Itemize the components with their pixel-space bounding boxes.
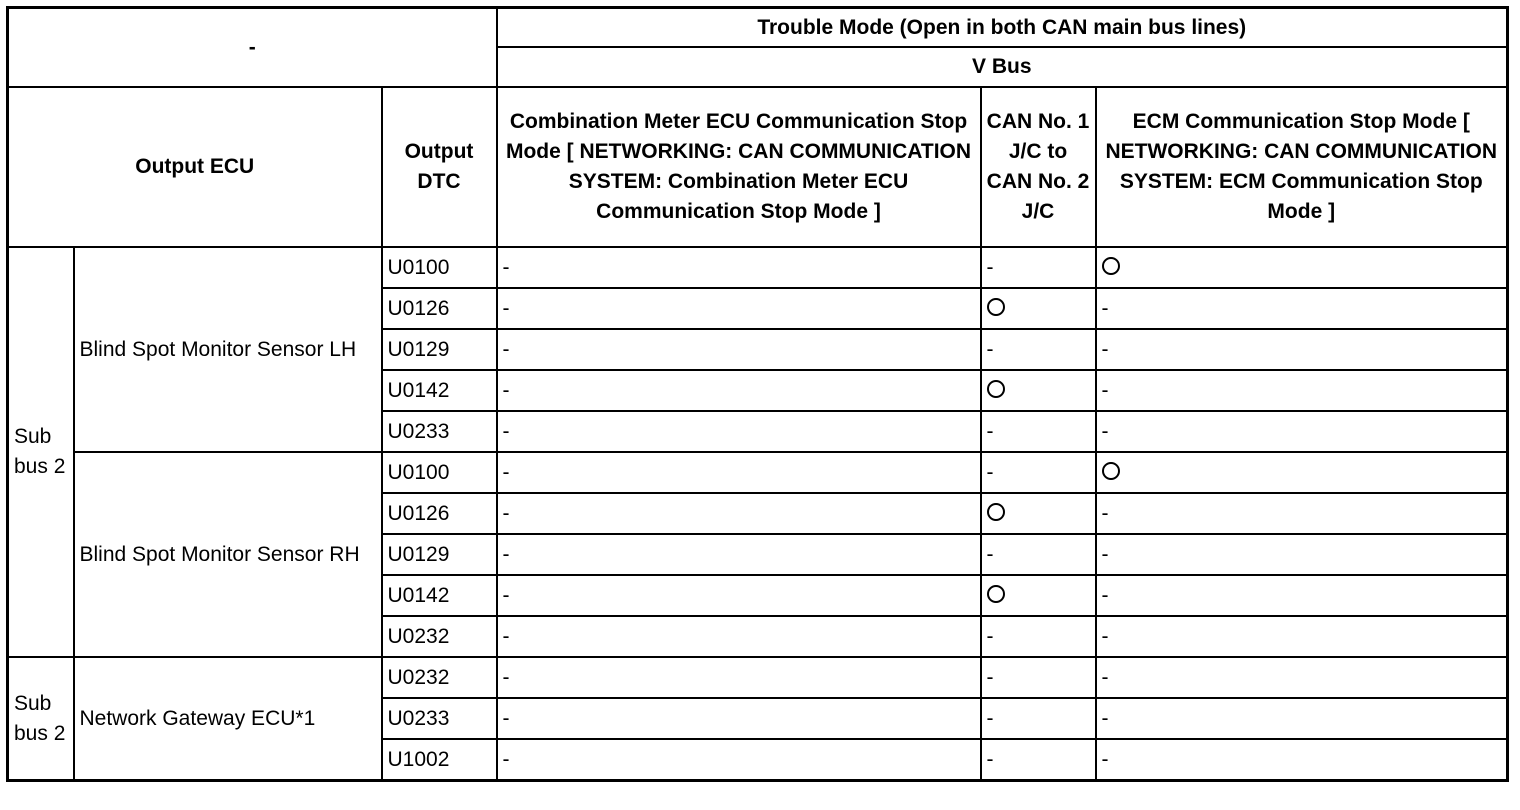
dtc-cell: U0126	[382, 288, 497, 329]
can-jc-cell: -	[981, 616, 1096, 657]
ecm-cell: -	[1096, 493, 1508, 534]
can-jc-cell	[981, 288, 1096, 329]
ecu-name-cell: Blind Spot Monitor Sensor RH	[74, 452, 382, 657]
circle-mark-icon	[1102, 462, 1120, 480]
dtc-cell: U0100	[382, 247, 497, 288]
combination-meter-cell: -	[497, 411, 981, 452]
combination-meter-mode-header: Combination Meter ECU Communication Stop Mode [ NETWORKING: CAN COMMUNICATION SYSTEM: Combination Meter ECU Communication Stop Mode ]	[497, 87, 981, 247]
ecu-name-cell: Network Gateway ECU*1	[74, 657, 382, 781]
can-jc-header: CAN No. 1 J/C to CAN No. 2 J/C	[981, 87, 1096, 247]
circle-mark-icon	[987, 503, 1005, 521]
can-jc-cell: -	[981, 329, 1096, 370]
ecm-cell: -	[1096, 288, 1508, 329]
combination-meter-cell: -	[497, 247, 981, 288]
circle-mark-icon	[987, 380, 1005, 398]
dtc-cell: U0142	[382, 370, 497, 411]
combination-meter-cell: -	[497, 739, 981, 781]
can-jc-cell: -	[981, 657, 1096, 698]
output-dtc-header: Output DTC	[382, 87, 497, 247]
table-row	[8, 247, 1508, 288]
combination-meter-cell: -	[497, 329, 981, 370]
table-row	[8, 452, 1508, 493]
ecm-cell	[1096, 452, 1508, 493]
can-jc-cell: -	[981, 698, 1096, 739]
can-jc-cell: -	[981, 247, 1096, 288]
dtc-cell: U0100	[382, 452, 497, 493]
combination-meter-cell: -	[497, 288, 981, 329]
combination-meter-cell: -	[497, 534, 981, 575]
ecm-cell: -	[1096, 698, 1508, 739]
combination-meter-cell: -	[497, 493, 981, 534]
can-jc-cell: -	[981, 534, 1096, 575]
dtc-cell: U0129	[382, 534, 497, 575]
can-jc-cell	[981, 370, 1096, 411]
ecm-mode-header: ECM Communication Stop Mode [ NETWORKING: CAN COMMUNICATION SYSTEM: ECM Communication Stop Mode ]	[1096, 87, 1508, 247]
circle-mark-icon	[987, 298, 1005, 316]
combination-meter-cell: -	[497, 575, 981, 616]
circle-mark-icon	[987, 585, 1005, 603]
trouble-mode-header: Trouble Mode (Open in both CAN main bus lines)	[497, 8, 1508, 48]
ecm-cell: -	[1096, 575, 1508, 616]
combination-meter-cell: -	[497, 370, 981, 411]
bus-cell: Sub bus 2	[8, 247, 74, 657]
corner-header: -	[8, 8, 497, 88]
dtc-table	[6, 6, 1509, 782]
output-ecu-header: Output ECU	[8, 87, 382, 247]
dtc-cell: U0126	[382, 493, 497, 534]
ecm-cell: -	[1096, 534, 1508, 575]
ecm-cell: -	[1096, 739, 1508, 781]
table-row	[8, 657, 1508, 698]
combination-meter-cell: -	[497, 698, 981, 739]
ecm-cell: -	[1096, 616, 1508, 657]
ecm-cell	[1096, 247, 1508, 288]
can-jc-cell: -	[981, 411, 1096, 452]
bus-header: V Bus	[497, 47, 1508, 87]
dtc-cell: U0232	[382, 657, 497, 698]
dtc-cell: U0232	[382, 616, 497, 657]
can-jc-cell	[981, 493, 1096, 534]
dtc-cell: U0142	[382, 575, 497, 616]
combination-meter-cell: -	[497, 452, 981, 493]
ecm-cell: -	[1096, 329, 1508, 370]
dtc-cell: U1002	[382, 739, 497, 781]
ecm-cell: -	[1096, 657, 1508, 698]
ecm-cell: -	[1096, 411, 1508, 452]
can-jc-cell: -	[981, 739, 1096, 781]
bus-cell: Sub bus 2	[8, 657, 74, 781]
can-jc-cell	[981, 575, 1096, 616]
dtc-cell: U0129	[382, 329, 497, 370]
dtc-cell: U0233	[382, 411, 497, 452]
circle-mark-icon	[1102, 257, 1120, 275]
combination-meter-cell: -	[497, 657, 981, 698]
ecm-cell: -	[1096, 370, 1508, 411]
combination-meter-cell: -	[497, 616, 981, 657]
can-jc-cell: -	[981, 452, 1096, 493]
ecu-name-cell: Blind Spot Monitor Sensor LH	[74, 247, 382, 452]
dtc-cell: U0233	[382, 698, 497, 739]
